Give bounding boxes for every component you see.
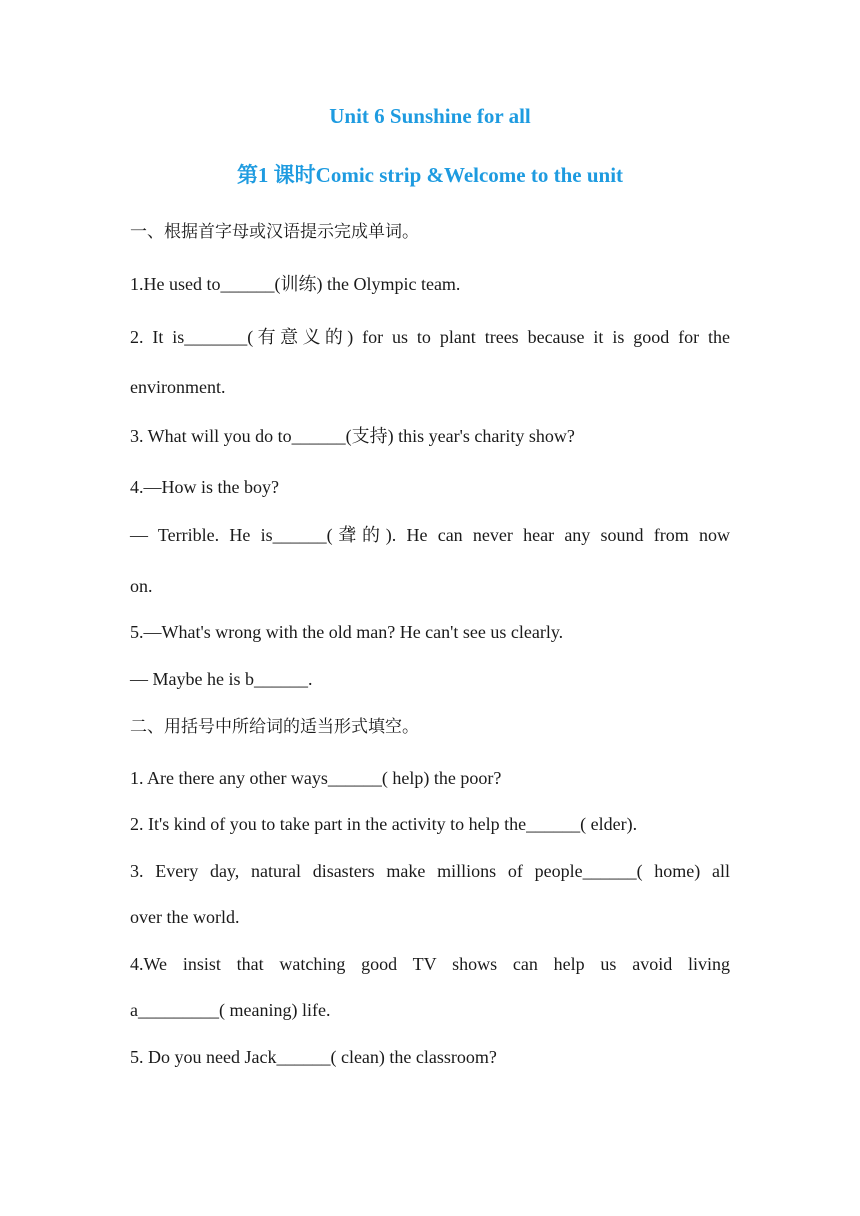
s1-item-2-cont: environment.	[130, 377, 226, 397]
s1-item-1: 1.He used to______(训练) the Olympic team.	[130, 274, 461, 294]
lesson-title: 第1 课时Comic strip &Welcome to the unit	[236, 163, 624, 187]
s2-item-3: 3. Every day, natural disasters make millions of people______( home) all	[130, 861, 730, 881]
s2-item-5: 5. Do you need Jack______( clean) the classroom?	[130, 1047, 497, 1067]
unit-title: Unit 6 Sunshine for all	[329, 104, 531, 128]
s2-item-4-cont: a_________( meaning) life.	[130, 1000, 331, 1020]
s1-item-5-question: 5.—What's wrong with the old man? He can't see us clearly.	[130, 622, 564, 642]
s1-item-3: 3. What will you do to______(支持) this year's charity show?	[130, 426, 575, 446]
section1-heading: 一、根据首字母或汉语提示完成单词。	[130, 222, 419, 242]
s1-item-4-answer: — Terrible. He is______(聋的). He can never hear any sound from now	[130, 525, 730, 545]
section2-heading: 二、用括号中所给词的适当形式填空。	[130, 717, 419, 737]
s2-item-4: 4.We insist that watching good TV shows can help us avoid living	[130, 954, 730, 974]
s1-item-5-answer: — Maybe he is b______.	[130, 669, 313, 689]
s1-item-4-question: 4.—How is the boy?	[130, 477, 279, 497]
s2-item-3-cont: over the world.	[130, 907, 240, 927]
s1-item-4-cont: on.	[130, 576, 153, 596]
s2-item-1: 1. Are there any other ways______( help) the poor?	[130, 768, 502, 788]
s2-item-2: 2. It's kind of you to take part in the activity to help the______( elder).	[130, 814, 638, 834]
s1-item-2: 2. It is_______(有意义的) for us to plant trees because it is good for the	[130, 327, 730, 347]
